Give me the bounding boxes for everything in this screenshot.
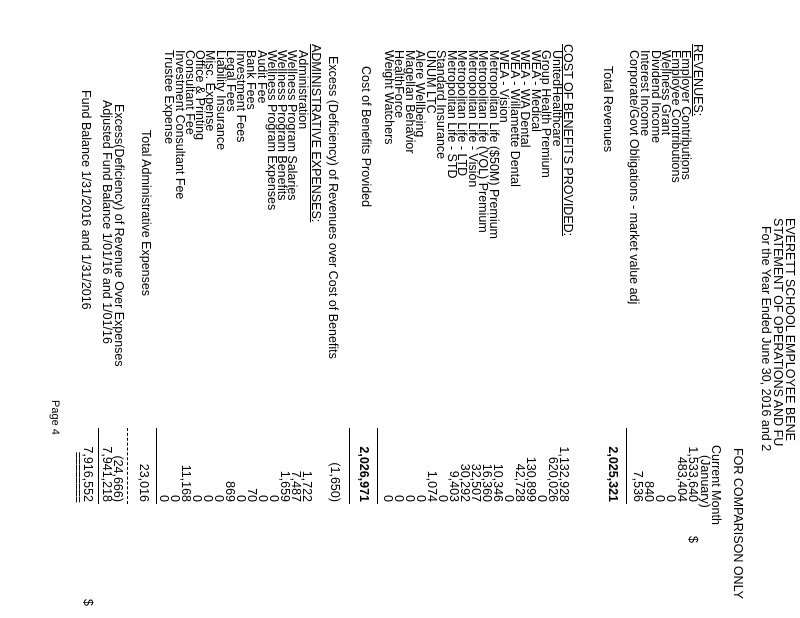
dollar-sign: $ (686, 536, 700, 543)
admin-label: Consultant Fee (183, 50, 197, 135)
admin-value: 1,659 (278, 470, 292, 502)
admin-value: 0 (256, 495, 270, 502)
admin-label: Trustee Expense (162, 50, 176, 145)
benefit-value: 9,403 (447, 470, 461, 502)
revenue-value: 840 (642, 481, 656, 502)
admin-value: 70 (245, 488, 259, 502)
benefit-value: 30,292 (458, 463, 472, 502)
column-heading-1: Current Month (709, 445, 723, 525)
revenue-label: Wellness Grant (659, 50, 673, 136)
benefit-value: 10,346 (491, 463, 505, 502)
revenue-label: Employee Contributions (669, 50, 683, 183)
benefit-label: Magellan Behavior (403, 50, 417, 154)
revenue-label: Employer Contributions (679, 50, 693, 180)
admin-label: Liability Insurance (214, 50, 228, 151)
total-admin-value: 23,016 (137, 463, 151, 502)
admin-value: 0 (168, 495, 182, 502)
header-line-2: STATEMENT OF OPERATIONS AND FU (771, 218, 785, 447)
admin-value: 0 (267, 495, 281, 502)
benefit-value: 0 (392, 495, 406, 502)
revenue-value: 0 (664, 495, 678, 502)
admin-value: 869 (223, 481, 237, 502)
excess-revenues-value: (1,650) (328, 462, 342, 502)
subtotal-rule (377, 428, 378, 504)
benefit-label: Metropolitan Life ($50M) Premium (487, 50, 501, 239)
excess-expenses-label: Excess(Deficiency) of Revenue Over Expenses (112, 104, 126, 367)
admin-value: 0 (234, 495, 248, 502)
total-revenues-value: 2,025,321 (606, 446, 620, 502)
fund-balance-dollar: $ (81, 599, 95, 606)
benefit-label: Metropolitan Life (VOL) Premium (476, 50, 490, 233)
fund-balance-double-rule: ======== (71, 451, 85, 502)
header-line-1: EVERETT SCHOOL EMPLOYEE BENE (783, 218, 797, 441)
revenue-label: Interest Income (638, 50, 652, 137)
benefit-label: Metropolitan Life - Vision (466, 50, 480, 188)
benefit-value: 0 (381, 495, 395, 502)
benefit-value: 42,728 (513, 463, 527, 502)
subtotal-rule (156, 428, 157, 504)
admin-value: 0 (157, 495, 171, 502)
revenue-label: Dividend Income (649, 50, 663, 144)
fund-balance-label: Fund Balance 1/31/2016 and 1/31/2016 (79, 90, 93, 310)
admin-label: Bank Fees (244, 50, 258, 110)
page-number: Page 4 (49, 400, 61, 435)
fund-balance-value: 7,916,552 (81, 446, 95, 502)
cost-of-benefits-value: 2,026,971 (357, 446, 371, 502)
admin-value: 7,487 (289, 470, 303, 502)
subtotal-rule (349, 428, 350, 504)
benefit-label: Metropolitan Life - STD (445, 50, 459, 179)
revenue-value: 0 (653, 495, 667, 502)
column-heading-2: (January) (698, 455, 712, 508)
benefit-label: WEA - Medical (529, 50, 543, 132)
admin-value: 11,168 (179, 464, 193, 502)
summary-rule (127, 428, 128, 504)
total-revenues-label: Total Revenues (601, 66, 615, 153)
adjusted-balance-label: Adjusted Fund Balance 1/01/16 and 1/01/16 (100, 100, 114, 344)
subtotal-rule (626, 428, 627, 504)
excess-expenses-value: (24,666) (111, 455, 125, 502)
benefit-label: UNUM LTC (424, 50, 438, 114)
admin-label: Audit Fee (255, 50, 269, 104)
adjusted-balance-value: 7,941,218 (100, 446, 114, 502)
benefit-label: Metropolitan Life - LTD (455, 50, 469, 177)
benefits-title: COST OF BENEFITS PROVIDED: (561, 44, 575, 237)
benefit-label: WEA - Vision (497, 50, 511, 123)
header-line-3: For the Year Ended June 30, 2016 and 2 (759, 226, 773, 452)
benefit-label: Weight Watchers (382, 50, 396, 145)
revenue-value: 1,533,640 (686, 446, 700, 502)
benefit-label: Standard Insurance (434, 50, 448, 160)
cost-of-benefits-label: Cost of Benefits Provided (359, 66, 373, 208)
benefit-value: 0 (535, 495, 549, 502)
total-admin-label: Total Administrative Expenses (139, 130, 153, 297)
benefit-value: 16,360 (480, 463, 494, 502)
benefit-label: UnitedHealthcare (550, 50, 564, 147)
benefit-value: 1,132,928 (557, 446, 571, 502)
admin-title: ADMINISTRATIVE EXPENSES: (309, 44, 323, 223)
benefit-value: 32,507 (469, 463, 483, 502)
summary-rule (98, 428, 99, 504)
revenue-label: Corporate/Govt Obligations - market value adj (627, 50, 641, 305)
benefit-value: 130,899 (524, 456, 538, 502)
revenues-title: REVENUES: (691, 44, 705, 117)
admin-value: 1,722 (300, 470, 314, 502)
benefit-value: 620,026 (546, 456, 560, 502)
benefit-value: 0 (502, 495, 516, 502)
admin-value: 0 (212, 495, 226, 502)
benefit-label: Alere Wellbeing (413, 50, 427, 138)
benefit-label: WEA - Willamette Dental (508, 50, 522, 187)
benefit-value: 0 (414, 495, 428, 502)
revenue-value: 7,536 (631, 470, 645, 502)
admin-label: Wellness Program Salaries (285, 50, 299, 201)
admin-value: 0 (190, 495, 204, 502)
admin-label: Misc. Expense (203, 50, 217, 132)
benefit-label: Group Health Premium (539, 50, 553, 178)
benefit-label: HealthForce (392, 50, 406, 119)
excess-revenues-label: Excess (Deficiency) of Revenues over Cost of Benefits (326, 56, 340, 359)
revenue-value: 483,404 (675, 456, 689, 502)
admin-label: Investment Consultant Fee (173, 50, 187, 200)
comparison-heading: FOR COMPARISON ONLY (731, 448, 745, 599)
benefit-value: 0 (403, 495, 417, 502)
admin-label: Investment Fees (234, 50, 248, 143)
admin-label: Legal Fees (224, 50, 238, 112)
admin-label: Administration (296, 50, 310, 130)
admin-label: Office & Printing (193, 50, 207, 141)
benefit-value: 0 (436, 495, 450, 502)
benefit-label: WEA - WA Dental (518, 50, 532, 148)
admin-label: Wellness Program Expenses (265, 50, 279, 211)
admin-value: 0 (201, 495, 215, 502)
benefit-value: 1,074 (425, 470, 439, 502)
admin-label: Wellness Program Benefits (275, 50, 289, 201)
